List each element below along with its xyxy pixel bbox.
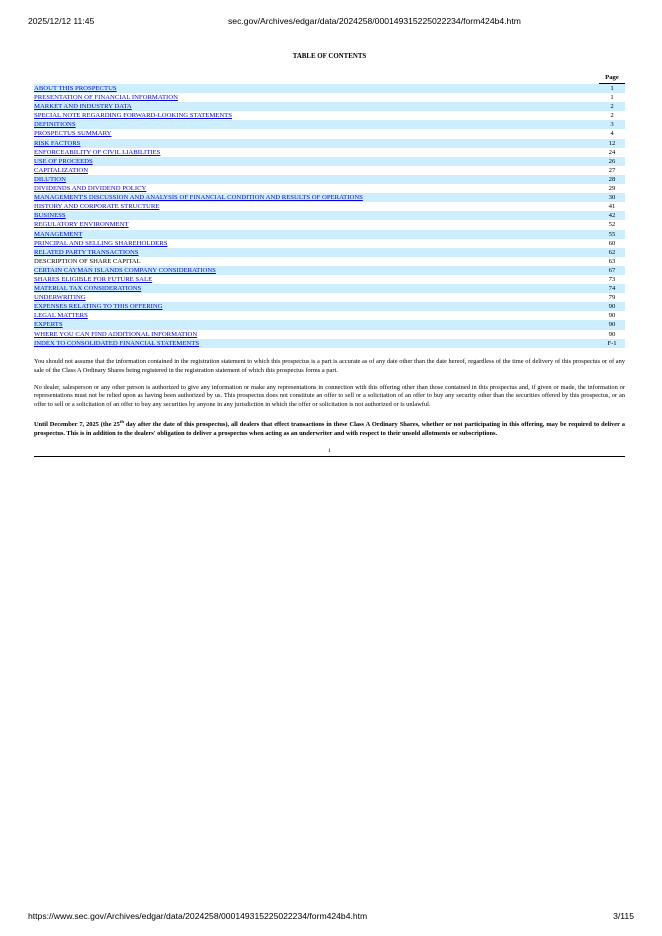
toc-row bbox=[34, 211, 625, 220]
toc-entry-title-cell bbox=[34, 148, 599, 157]
toc-entry-title-cell bbox=[34, 311, 599, 320]
print-datetime: 2025/12/12 11:45 bbox=[28, 16, 95, 26]
toc-entry-title-cell bbox=[34, 230, 599, 239]
toc-entry-title-cell bbox=[34, 202, 599, 211]
toc-entry-title-cell bbox=[34, 102, 599, 111]
toc-entry-link[interactable]: MANAGEMENT'S DISCUSSION AND ANALYSIS OF FINANCIAL CONDITION AND RESULTS OF OPERATIONS bbox=[34, 194, 363, 202]
toc-entry-page: 90 bbox=[599, 320, 625, 329]
print-header bbox=[28, 16, 634, 28]
toc-entry-page: 55 bbox=[599, 230, 625, 239]
toc-entry-title-cell bbox=[34, 293, 599, 302]
toc-entry-page: 2 bbox=[599, 102, 625, 111]
toc-entry-link[interactable]: INDEX TO CONSOLIDATED FINANCIAL STATEMENTS bbox=[34, 339, 200, 347]
toc-entry-page: 63 bbox=[608, 257, 616, 265]
toc-row bbox=[34, 202, 625, 211]
print-footer-url: https://www.sec.gov/Archives/edgar/data/2024258/000149315225022234/form424b4.htm bbox=[28, 911, 368, 921]
print-page-count: 3/115 bbox=[613, 911, 634, 921]
toc-entry-title-cell bbox=[34, 120, 599, 129]
toc-entry-link[interactable]: DEFINITIONS bbox=[34, 121, 76, 129]
notice-text-start: Until December 7, 2025 (the 25 bbox=[34, 421, 120, 429]
toc-entry-page: 42 bbox=[599, 211, 625, 220]
toc-entry-title-cell bbox=[34, 239, 599, 248]
toc-entry-title-cell bbox=[34, 157, 599, 166]
toc-entry-page: 62 bbox=[599, 248, 625, 257]
toc-entry-page: 90 bbox=[599, 302, 625, 311]
toc-entry-page: 2 bbox=[610, 112, 614, 120]
toc-entry-title: DESCRIPTION OF SHARE CAPITAL bbox=[34, 257, 141, 265]
toc-entry-page: 30 bbox=[599, 193, 625, 202]
toc-entry-link[interactable]: MATERIAL TAX CONSIDERATIONS bbox=[34, 285, 142, 293]
toc-entry-page: 60 bbox=[608, 239, 616, 247]
toc-row bbox=[34, 284, 625, 293]
toc-entry-link[interactable]: WHERE YOU CAN FIND ADDITIONAL INFORMATION bbox=[34, 330, 198, 338]
toc-entry-page: F-1 bbox=[599, 339, 625, 348]
print-url: sec.gov/Archives/edgar/data/2024258/000149315225022234/form424b4.htm bbox=[228, 16, 521, 26]
toc-entry-title-cell bbox=[34, 275, 599, 284]
toc-entry-page: 12 bbox=[599, 139, 625, 148]
toc-entry-link[interactable]: PRINCIPAL AND SELLING SHAREHOLDERS bbox=[34, 239, 168, 247]
toc-entry-link[interactable]: CERTAIN CAYMAN ISLANDS COMPANY CONSIDERATIONS bbox=[34, 266, 216, 274]
toc-entry-page: 3 bbox=[599, 120, 625, 129]
toc-entry-page: 1 bbox=[610, 94, 614, 102]
toc-row bbox=[34, 339, 625, 348]
toc-entry-link[interactable]: LEGAL MATTERS bbox=[34, 312, 88, 320]
toc-entry-link[interactable]: ABOUT THIS PROSPECTUS bbox=[34, 84, 117, 92]
toc-row bbox=[34, 148, 625, 157]
toc-entry-link[interactable]: PRESENTATION OF FINANCIAL INFORMATION bbox=[34, 94, 178, 102]
toc-entry-page: 90 bbox=[608, 330, 616, 338]
toc-entry-page: 26 bbox=[599, 157, 625, 166]
toc-entry-title-cell bbox=[34, 139, 599, 148]
toc-row bbox=[34, 293, 625, 302]
toc-entry-title-cell bbox=[34, 220, 599, 229]
toc-entry-link[interactable]: DILUTION bbox=[34, 175, 66, 183]
disclaimer-paragraph-2: No dealer, salesperson or any other person is authorized to give any information or make any representations in connection with this offering other than those contained in this prospectus and, if given or made, the information or representations must not be relied upon as having been authorized by us. This prospectus does not constitute an offer to sell or a solicitation of an offer to buy any security other than the securities offered by this prospectus, or an offer to sell or a solicitation of an offer to buy any securities by anyone in any jurisdiction in which the offer or solicitation is not authorized or is unlawful. bbox=[34, 383, 625, 409]
toc-row bbox=[34, 111, 625, 120]
toc-entry-title-cell bbox=[34, 211, 599, 220]
toc-entry-title-cell bbox=[34, 111, 599, 120]
toc-row bbox=[34, 84, 625, 94]
toc-row bbox=[34, 193, 625, 202]
toc-row bbox=[34, 93, 625, 102]
toc-entry-title-cell bbox=[34, 330, 599, 339]
toc-row bbox=[34, 248, 625, 257]
toc-row bbox=[34, 175, 625, 184]
toc-header-spacer bbox=[34, 73, 599, 84]
toc-entry-title-cell bbox=[34, 248, 599, 257]
dealer-prospectus-delivery-notice bbox=[34, 421, 625, 439]
toc-entry-title-cell bbox=[34, 320, 599, 329]
toc-row bbox=[34, 129, 625, 138]
toc-entry-link[interactable]: EXPENSES RELATING TO THIS OFFERING bbox=[34, 303, 163, 311]
toc-entry-page: 1 bbox=[599, 84, 625, 94]
toc-entry-title-cell bbox=[34, 129, 599, 138]
toc-entry-title-cell bbox=[34, 302, 599, 311]
toc-heading: TABLE OF CONTENTS bbox=[292, 53, 367, 60]
toc-entry-link[interactable]: DIVIDENDS AND DIVIDEND POLICY bbox=[34, 185, 147, 193]
toc-row bbox=[34, 120, 625, 129]
toc-entry-page: 74 bbox=[599, 284, 625, 293]
toc-entry-page: 73 bbox=[608, 275, 616, 283]
toc-entry-title-cell bbox=[34, 166, 599, 175]
toc-row bbox=[34, 320, 625, 329]
toc-entry-link[interactable]: USE OF PROCEEDS bbox=[34, 157, 93, 165]
toc-header-row bbox=[34, 73, 625, 84]
toc-entry-page: 28 bbox=[599, 175, 625, 184]
toc-entry-title-cell bbox=[34, 339, 599, 348]
notice-ordinal-suffix: th bbox=[119, 419, 124, 425]
toc-row bbox=[34, 166, 625, 175]
toc-entry-title-cell bbox=[34, 93, 599, 102]
toc-entry-link[interactable]: SPECIAL NOTE REGARDING FORWARD-LOOKING STATEMENTS bbox=[34, 112, 232, 120]
toc-entry-link[interactable]: PROSPECTUS SUMMARY bbox=[34, 130, 112, 138]
toc-entry-link[interactable]: SHARES ELIGIBLE FOR FUTURE SALE bbox=[34, 275, 153, 283]
toc-entry-link[interactable]: EXPERTS bbox=[34, 321, 63, 329]
toc-row bbox=[34, 139, 625, 148]
notice-text-end: day after the date of this prospectus), all dealers that effect transactions in these Class A Ordinary Shares, whether or not participating in this offering, may be required to deliver a prospectus. This is in addition to the dealers' obligation to deliver a prospectus when acting as an underwriter and with respect to their unsold allotments or subscriptions. bbox=[34, 421, 625, 438]
toc-entry-link[interactable]: RISK FACTORS bbox=[34, 139, 81, 147]
toc-entry-page: 29 bbox=[608, 185, 616, 193]
document-page bbox=[34, 50, 625, 457]
toc-entry-title-cell bbox=[34, 184, 599, 193]
toc-entry-link[interactable]: RELATED PARTY TRANSACTIONS bbox=[34, 248, 139, 256]
toc-entry-link[interactable]: HISTORY AND CORPORATE STRUCTURE bbox=[34, 203, 160, 211]
page-bottom-rule bbox=[34, 456, 625, 457]
disclaimer-paragraph-1: You should not assume that the information contained in the registration statement to which this prospectus is a part is accurate as of any date other than the date hereof, regardless of the time of delivery of this prospectus or of any sale of the Class A Ordinary Shares being registered in the registration statement of which this prospectus forms a part. bbox=[34, 357, 625, 374]
toc-row bbox=[34, 102, 625, 111]
toc-row bbox=[34, 230, 625, 239]
toc-table bbox=[34, 73, 625, 348]
toc-entry-page: 27 bbox=[608, 166, 616, 174]
toc-entry-title-cell bbox=[34, 266, 599, 275]
page-number: i bbox=[328, 447, 331, 455]
toc-entry-page: 41 bbox=[608, 203, 616, 211]
toc-entry-page: 4 bbox=[610, 130, 614, 138]
toc-entry-page: 90 bbox=[608, 312, 616, 320]
toc-entry-link[interactable]: REGULATORY ENVIRONMENT bbox=[34, 221, 129, 229]
toc-entry-link[interactable]: ENFORCEABILITY OF CIVIL LIABILITIES bbox=[34, 148, 161, 156]
toc-entry-link[interactable]: MANAGEMENT bbox=[34, 230, 83, 238]
toc-row bbox=[34, 275, 625, 284]
toc-entry-link[interactable]: CAPITALIZATION bbox=[34, 166, 89, 174]
toc-entry-page: 67 bbox=[599, 266, 625, 275]
toc-row bbox=[34, 266, 625, 275]
toc-entry-link[interactable]: BUSINESS bbox=[34, 212, 66, 220]
toc-row bbox=[34, 302, 625, 311]
toc-entry-page: 79 bbox=[608, 294, 616, 302]
toc-row bbox=[34, 157, 625, 166]
print-footer bbox=[28, 911, 634, 923]
toc-entry-title-cell bbox=[34, 175, 599, 184]
toc-row bbox=[34, 239, 625, 248]
toc-entry-link[interactable]: MARKET AND INDUSTRY DATA bbox=[34, 103, 132, 111]
toc-entry-title-cell bbox=[34, 284, 599, 293]
toc-page-column-label: Page bbox=[599, 73, 625, 84]
toc-row bbox=[34, 330, 625, 339]
toc-entry-title-cell bbox=[34, 84, 599, 94]
toc-row bbox=[34, 257, 625, 266]
toc-entry-title-cell bbox=[34, 257, 599, 266]
toc-entry-page: 52 bbox=[608, 221, 616, 229]
toc-row bbox=[34, 220, 625, 229]
toc-entry-page: 24 bbox=[608, 148, 616, 156]
toc-row bbox=[34, 311, 625, 320]
toc-entry-link[interactable]: UNDERWRITING bbox=[34, 294, 86, 302]
toc-row bbox=[34, 184, 625, 193]
toc-entry-title-cell bbox=[34, 193, 599, 202]
